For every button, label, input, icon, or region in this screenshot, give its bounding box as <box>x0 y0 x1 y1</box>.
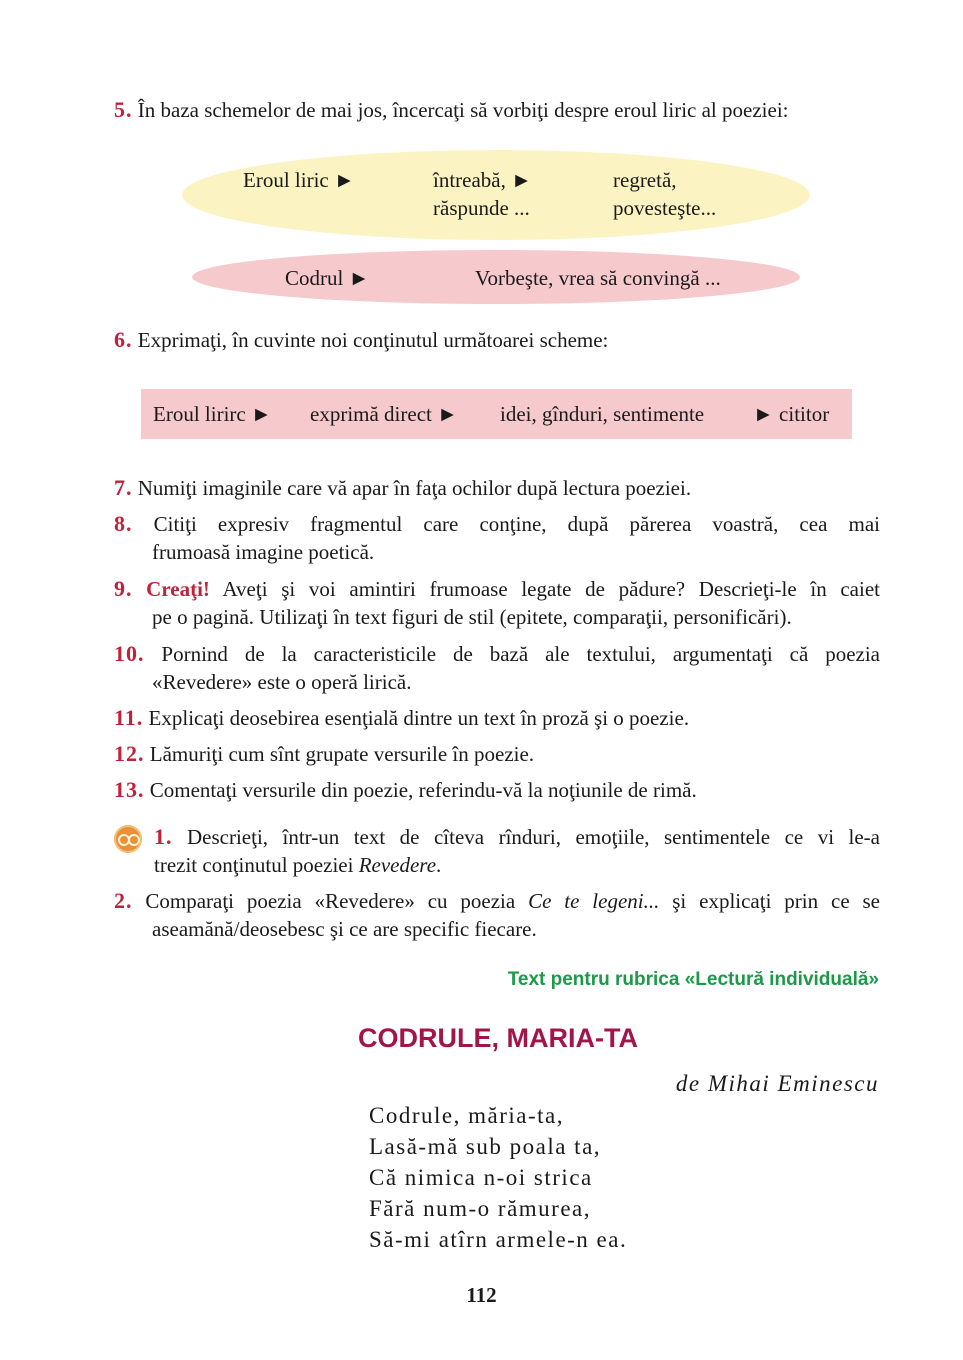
question-9 <box>114 575 880 631</box>
scheme1-col1: Eroul liric ► <box>243 168 355 192</box>
homework-number: 1. <box>154 824 173 849</box>
question-12 <box>114 740 880 768</box>
question-text: Explicaţi deosebirea esenţială dintre un text în proză şi o poezie. <box>148 706 690 730</box>
homework-text-line1: Descrieţi, într-un text de cîteva rînduri, emoţiile, sentimentele ce vi le-a <box>186 825 880 849</box>
question-10 <box>114 640 880 696</box>
question-text-line2: pe o pagină. Utilizaţi în text figuri de stil (epitete, comparaţii, personificări). <box>152 605 792 629</box>
scheme2-col2: Vorbeşte, vrea să convingă ... <box>475 266 721 290</box>
homework-2 <box>114 887 880 943</box>
scheme1-col2-line2: răspunde ... <box>433 196 530 220</box>
rubric-heading: Text pentru rubrica «Lectură individuală» <box>507 969 879 990</box>
question-number: 12. <box>114 741 145 766</box>
poem-title: CODRULE, MARIA-TA <box>358 1023 638 1053</box>
poem-author: de Mihai Eminescu <box>675 1071 879 1096</box>
question-text: Lămuriţi cum sînt grupate versurile în poezie. <box>149 742 535 766</box>
question-number: 11. <box>114 705 144 730</box>
poem-line: Codrule, măria-ta, <box>369 1103 564 1128</box>
question-number: 13. <box>114 777 145 802</box>
poem-title-ref: Ce te legeni... <box>528 889 660 913</box>
question-number: 7. <box>114 475 133 500</box>
scheme2-col1: Codrul ► <box>285 266 370 290</box>
create-label: Creaţi! <box>146 577 210 601</box>
question-5 <box>114 96 880 124</box>
question-6 <box>114 326 880 354</box>
poem-body <box>369 1100 627 1255</box>
question-11 <box>114 704 880 732</box>
question-number: 6. <box>114 327 133 352</box>
page-number: 112 <box>466 1283 497 1307</box>
scheme1-col2-line1: întreabă, ► <box>433 168 532 192</box>
question-text-line1: Pornind de la caracteristicile de bază ale textului, argumentaţi că poezia <box>161 642 880 666</box>
question-number: 9. <box>114 576 133 601</box>
question-number: 5. <box>114 97 133 122</box>
question-8 <box>114 510 880 566</box>
question-13 <box>114 776 880 804</box>
poem-line: Fără num-o rămurea, <box>369 1196 592 1221</box>
question-text-line2: «Revedere» este o operă lirică. <box>152 670 412 694</box>
homework-text-b: şi explicaţi prin ce se <box>659 889 881 913</box>
homework-text-line2a: trezit conţinutul poeziei <box>154 853 359 877</box>
homework-text-a: Comparaţi poezia «Revedere» cu poezia <box>145 889 529 913</box>
question-text: În baza schemelor de mai jos, încercaţi să vorbiţi despre eroul liric al poeziei: <box>137 98 789 122</box>
homework-number: 2. <box>114 888 133 913</box>
question-text-line1: Aveţi şi voi amintiri frumoase legate de pădure? Descrieţi-le în caiet <box>222 577 880 601</box>
scheme1-col3-line1: regretă, <box>613 168 677 192</box>
homework-1 <box>154 823 880 879</box>
question-number: 10. <box>114 641 145 666</box>
face-badge-icon <box>114 825 142 853</box>
scheme6-c2: exprimă direct ► <box>310 402 458 426</box>
question-number: 8. <box>114 511 133 536</box>
question-text-line2: frumoasă imagine poetică. <box>152 540 375 564</box>
poem-line: Că nimica n-oi strica <box>369 1165 593 1190</box>
poem-title-ref: Revedere <box>358 853 437 877</box>
question-text: Numiţi imaginile care vă apar în faţa ochilor după lectura poeziei. <box>137 476 692 500</box>
question-7 <box>114 474 880 502</box>
question-text-line1: Citiţi expresiv fragmentul care conţine, după părerea voastră, cea mai <box>153 512 880 536</box>
scheme6-c3: idei, gînduri, sentimente <box>500 402 705 426</box>
scheme6-c1: Eroul lirirc ► <box>153 402 272 426</box>
poem-line: Lasă-mă sub poala ta, <box>369 1134 602 1159</box>
question-text: Comentaţi versurile din poezie, referindu-vă la noţiunile de rimă. <box>149 778 697 802</box>
question-text: Exprimaţi, în cuvinte noi conţinutul următoarei scheme: <box>137 328 609 352</box>
scheme1-col3-line2: povesteşte... <box>613 196 717 220</box>
homework-text-line2b: . <box>436 853 442 877</box>
poem-line: Să-mi atîrn armele-n ea. <box>369 1227 628 1252</box>
scheme6-c4: ► cititor <box>753 402 830 426</box>
homework-text-line2: aseamănă/deosebesc şi ce are specific fiecare. <box>152 917 537 941</box>
